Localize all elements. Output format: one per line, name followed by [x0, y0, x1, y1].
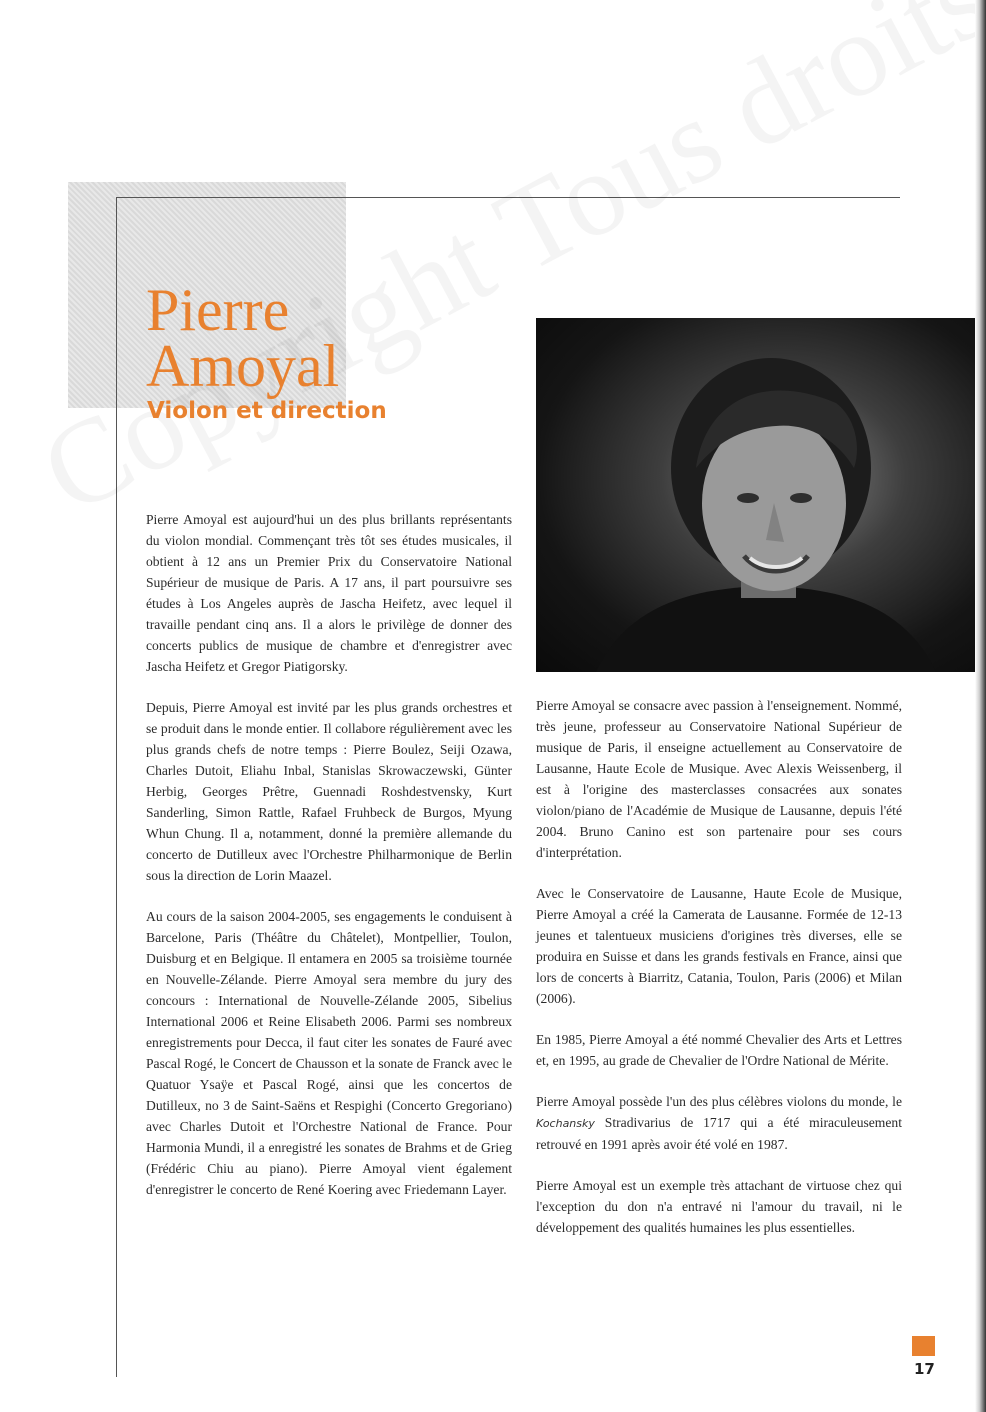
- violin-text-after: Stradivarius de 1717 qui a été miraculeusement retrouvé en 1991 après avoir été volé en 1987.: [536, 1115, 902, 1152]
- page-number: 17: [914, 1360, 935, 1378]
- bio-paragraph-3: Au cours de la saison 2004-2005, ses engagements le conduisent à Barcelone, Paris (Théâtre du Châtelet), Montpellier, Toulon, Duisburg et en Belgique. Il entamera en 2005 sa troisième tournée en Nouvelle-Zélande. Pierre Amoyal sera membre du jury des concours : International de Nouvelle-Zélande 2005, Sibelius International 2006 et Reine Elisabeth 2006. Parmi ses nombreux enregistrements pour Decca, il faut citer les sonates de Fauré avec Pascal Rogé, le Concert de Chausson et la sonate de Franck avec le Quatuor Ysaÿe et Pascal Rogé, ainsi que les concertos de Dutilleux, no 3 de Saint-Saëns et Respighi (Concerto Gregoriano) avec Charles Dutoit et l'Orchestre National de France. Pour Harmonia Mundi, il a enregistré les sonates de Brahms et de Grieg (Frédéric Chiu au piano). Pierre Amoyal vient également d'enregistrer le concerto de René Koering avec Friedemann Layer.: [146, 909, 512, 1197]
- honors-paragraph: En 1985, Pierre Amoyal a été nommé Chevalier des Arts et Lettres et, en 1995, au grade de Chevalier de l'Ordre National de Mérite.: [536, 1032, 902, 1068]
- teaching-paragraph: Pierre Amoyal se consacre avec passion à l'enseignement. Nommé, très jeune, professeur au Conservatoire National Supérieur de musique de Paris, il enseigne actuellement au Conservatoire de Lausanne, Haute Ecole de Musique. Avec Alexis Weissenberg, il est à l'origine des masterclasses consacrées aux sonates violon/piano de l'Académie de Musique de Lausanne, depuis l'été 2004. Bruno Canino est son partenaire pour ses cours d'interprétation.: [536, 698, 902, 860]
- portrait-illustration: [536, 318, 986, 672]
- title-line-2: Amoyal: [146, 333, 340, 399]
- violin-text-before: Pierre Amoyal possède l'un des plus célèbres violons du monde, le: [536, 1094, 902, 1109]
- title-line-1: Pierre: [146, 277, 290, 343]
- camerata-paragraph: Avec le Conservatoire de Lausanne, Haute Ecole de Musique, Pierre Amoyal a créé la Camerata de Lausanne. Formée de 12-13 jeunes et talentueux musiciens d'origines très diverses, elle se produira en Suisse et dans les grands festivals en France, ainsi que lors de concerts à Biarritz, Catania, Toulon, Paris (2006) et Milan (2006).: [536, 886, 902, 1006]
- violin-name-kochansky: Kochansky: [536, 1117, 595, 1130]
- page-marker-square: [912, 1336, 935, 1356]
- left-text-column: [146, 509, 512, 1220]
- portrait-photo: [536, 318, 986, 672]
- scan-edge-shadow: [975, 0, 986, 1412]
- page-subtitle: Violon et direction: [147, 398, 387, 424]
- bio-paragraph-2: Depuis, Pierre Amoyal est invité par les plus grands orchestres et se produit dans le monde entier. Il collabore régulièrement avec les plus grands chefs de notre temps : Pierre Boulez, Seiji Ozawa, Charles Dutoit, Eliahu Inbal, Stanislas Skrowaczewski, Günter Herbig, Georges Prêtre, Guennadi Roshdestvensky, Kurt Sanderling, Simon Rattle, Rafael Fruhbeck de Burgos, Myung Whun Chung. Il a, notamment, donné la première allemande du concerto de Dutilleux avec l'Orchestre Philharmonique de Berlin sous la direction de Lorin Maazel.: [146, 700, 512, 883]
- frame-top-rule: [116, 197, 900, 198]
- violin-paragraph: [536, 1091, 902, 1155]
- closing-paragraph: Pierre Amoyal est un exemple très attachant de virtuose chez qui l'exception du don n'a entravé ni l'amour du travail, ni le développement des qualités humaines les plus essentielles.: [536, 1178, 902, 1235]
- frame-left-rule: [116, 197, 117, 1377]
- right-text-column: [536, 695, 902, 1258]
- bio-paragraph-1: Pierre Amoyal est aujourd'hui un des plus brillants représentants du violon mondial. Commençant très tôt ses études musicales, il obtient à 12 ans un Premier Prix du Conservatoire National Supérieur de musique de Paris. A 17 ans, il part poursuivre ses études à Los Angeles auprès de Jascha Heifetz, avec lequel il travaille pendant cinq ans. Il a alors le privilège de donner des concerts publics de musique de chambre et d'enregistrer avec Jascha Heifetz et Gregor Piatigorsky.: [146, 512, 512, 674]
- page-title: [146, 277, 340, 399]
